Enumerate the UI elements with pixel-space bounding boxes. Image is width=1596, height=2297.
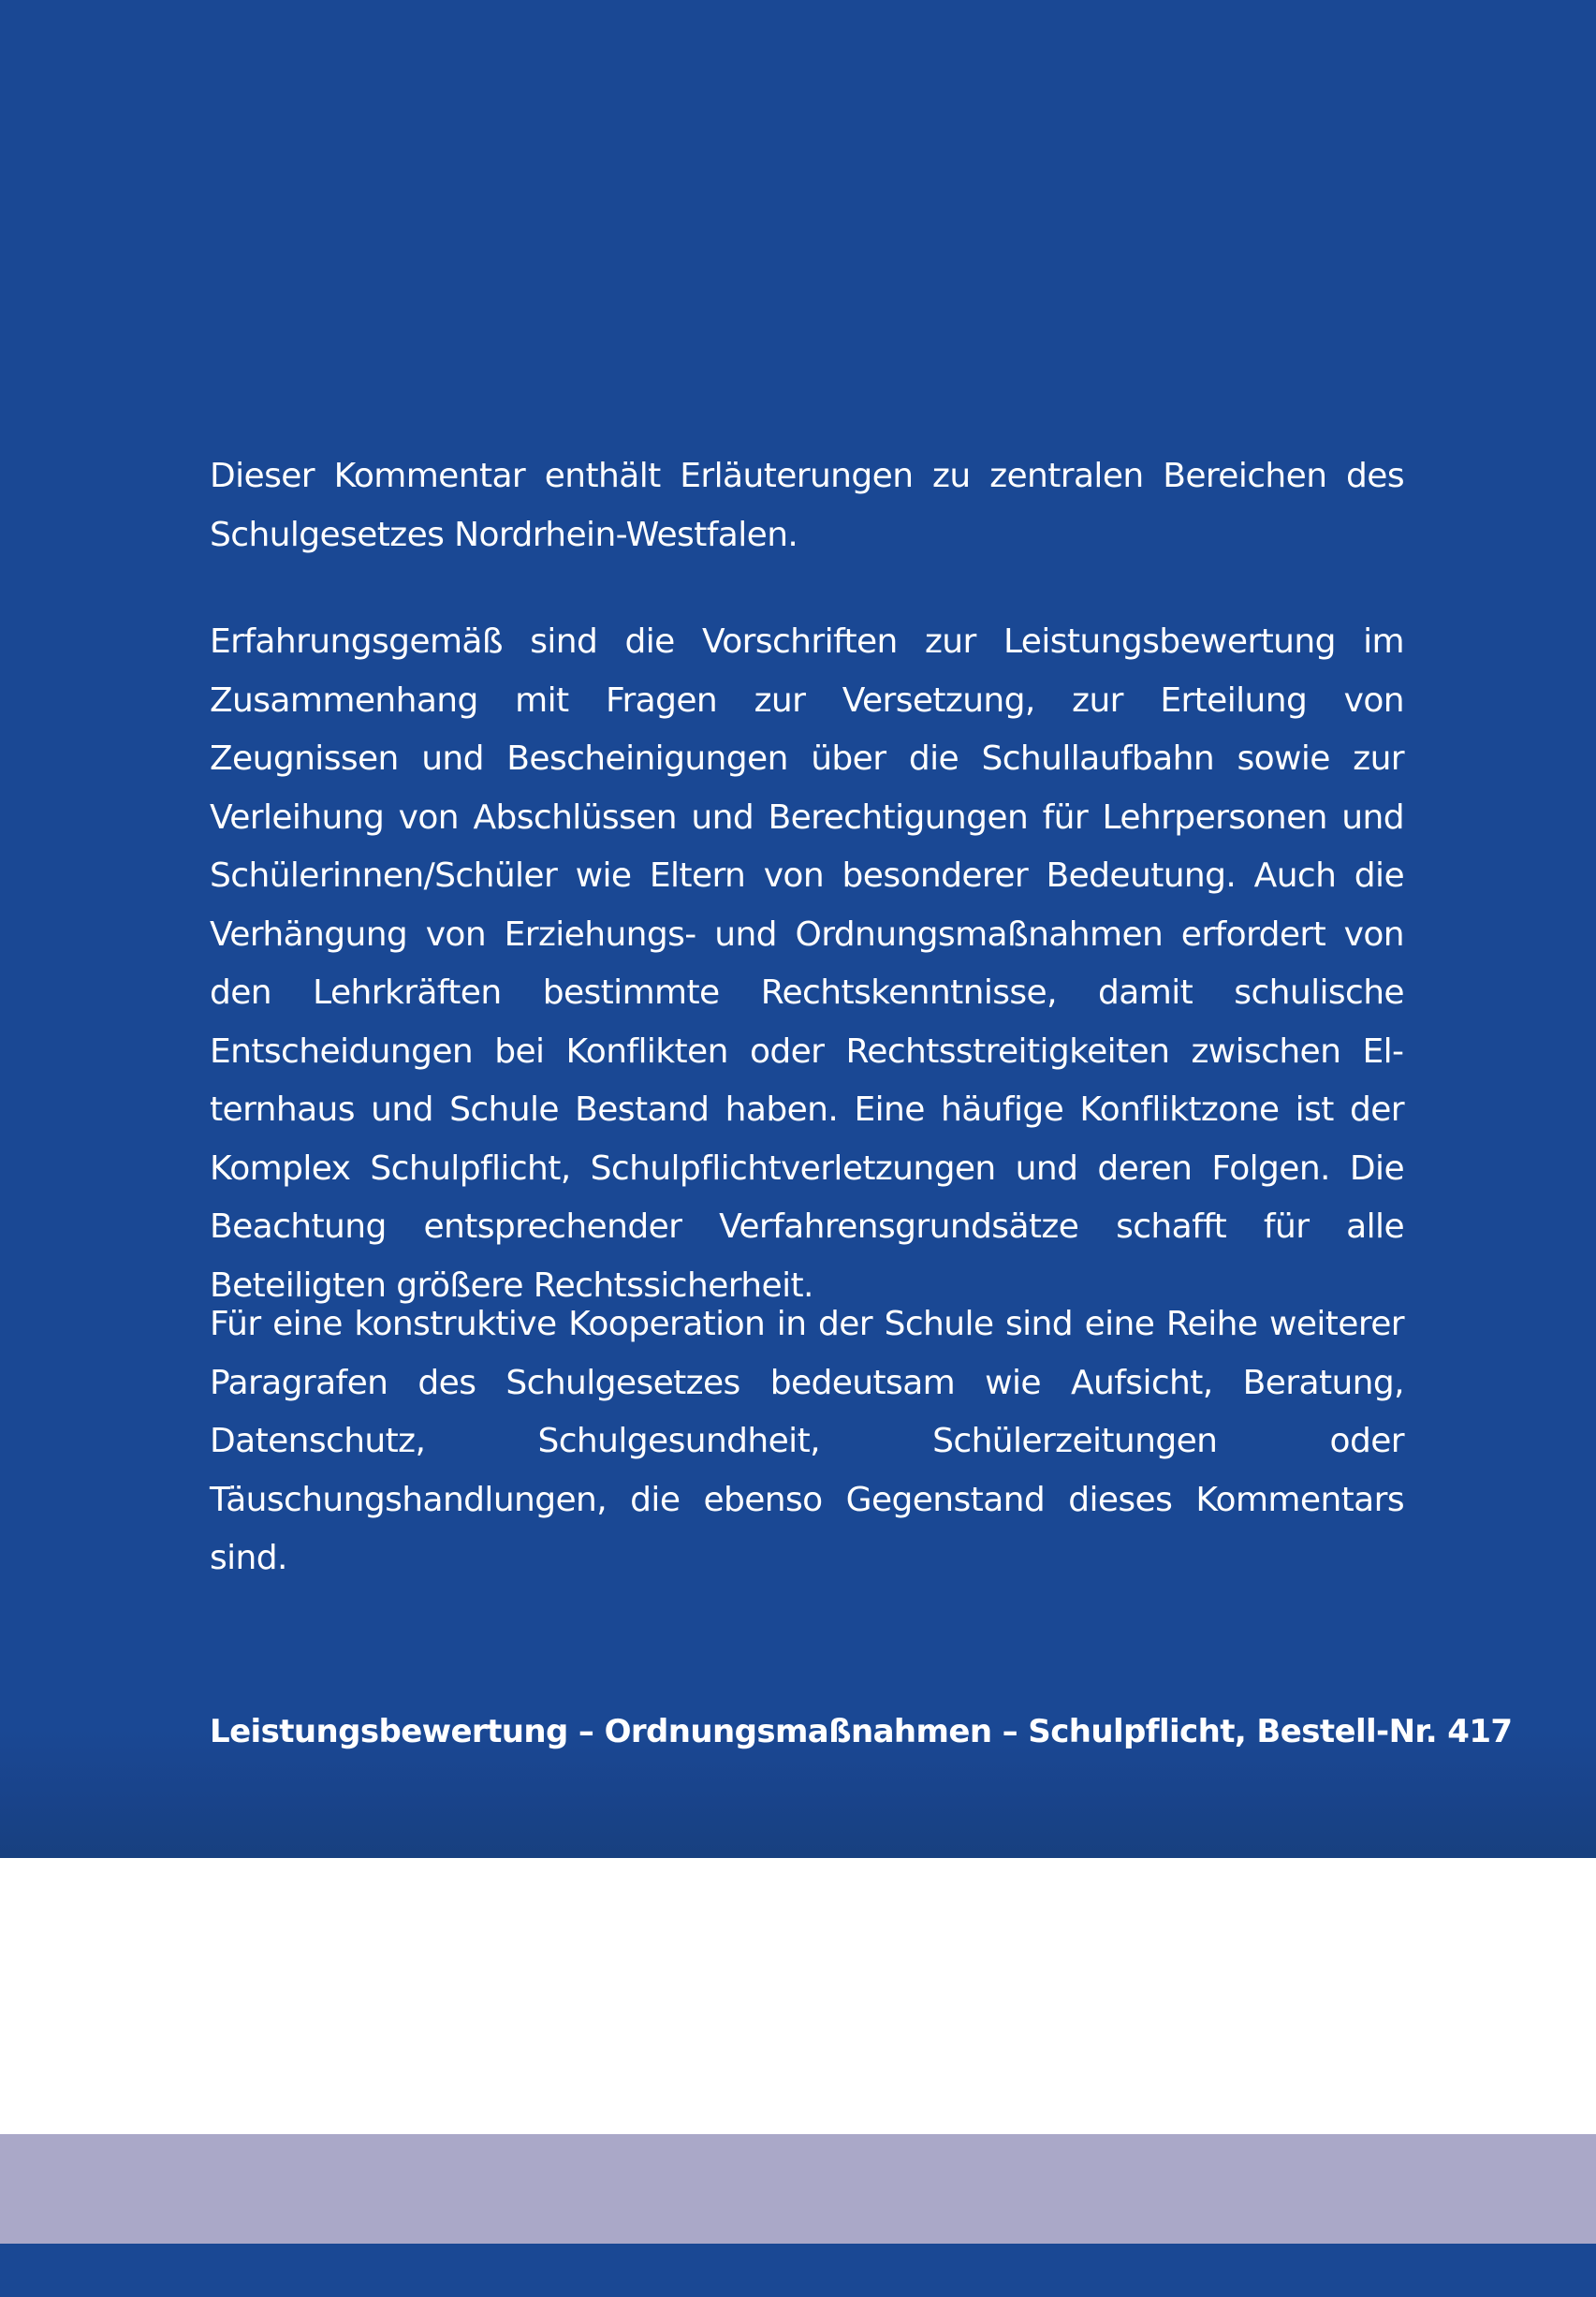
order-number-line: Leistungsbewertung – Ordnungsmaßnahmen – Schulpflicht, Bestell-Nr. 417 [210, 1713, 1513, 1750]
white-band [0, 1858, 1596, 2134]
intro-paragraph: Dieser Kommentar enthält Erläuterungen zu zentralen Bereichen des Schulgesetzes Nordrhein-Westfalen. [210, 457, 1404, 554]
closing-paragraph: Für eine konstruktive Kooperation in der Schule sind eine Reihe weiterer Paragrafen des Schulgesetzes bedeutsam wie Aufsicht, Beratung, Datenschutz, Schulgesundheit, Schülerzeitungen oder Täuschungshandlungen, die ebenso Gegenstand dieses Kommentars sind. [210, 1305, 1404, 1577]
bottom-band [0, 2244, 1596, 2297]
main-paragraph: Erfahrungsgemäß sind die Vorschriften zur Leistungsbewertung im Zusammenhang mit Fragen zur Versetzung, zur Erteilung von Zeugnissen und Bescheinigungen über die Schullaufbahn sowie zur Verleihung von Abschlüssen und Berechtigungen für Lehrpersonen und Schülerinnen/Schüler wie Eltern von besonderer Bedeutung. Auch die Verhängung von Erziehungs- und Ordnungsmaßnahmen erfordert von den Lehrkräften bestimmte Rechtskenntnisse, damit schulische Entscheidungen bei Konflikten oder Rechtsstreitigkeiten zwischen Elternhaus und Schule Bestand haben. Eine häufige Konfliktzone ist der Komplex Schulpflicht, Schulpflichtverletzungen und deren Folgen. Die Beachtung entsprechender Verfahrensgrundsätze schafft für alle Beteiligten größere Rechtssicherheit. [210, 622, 1404, 1305]
lavender-band [0, 2134, 1596, 2244]
